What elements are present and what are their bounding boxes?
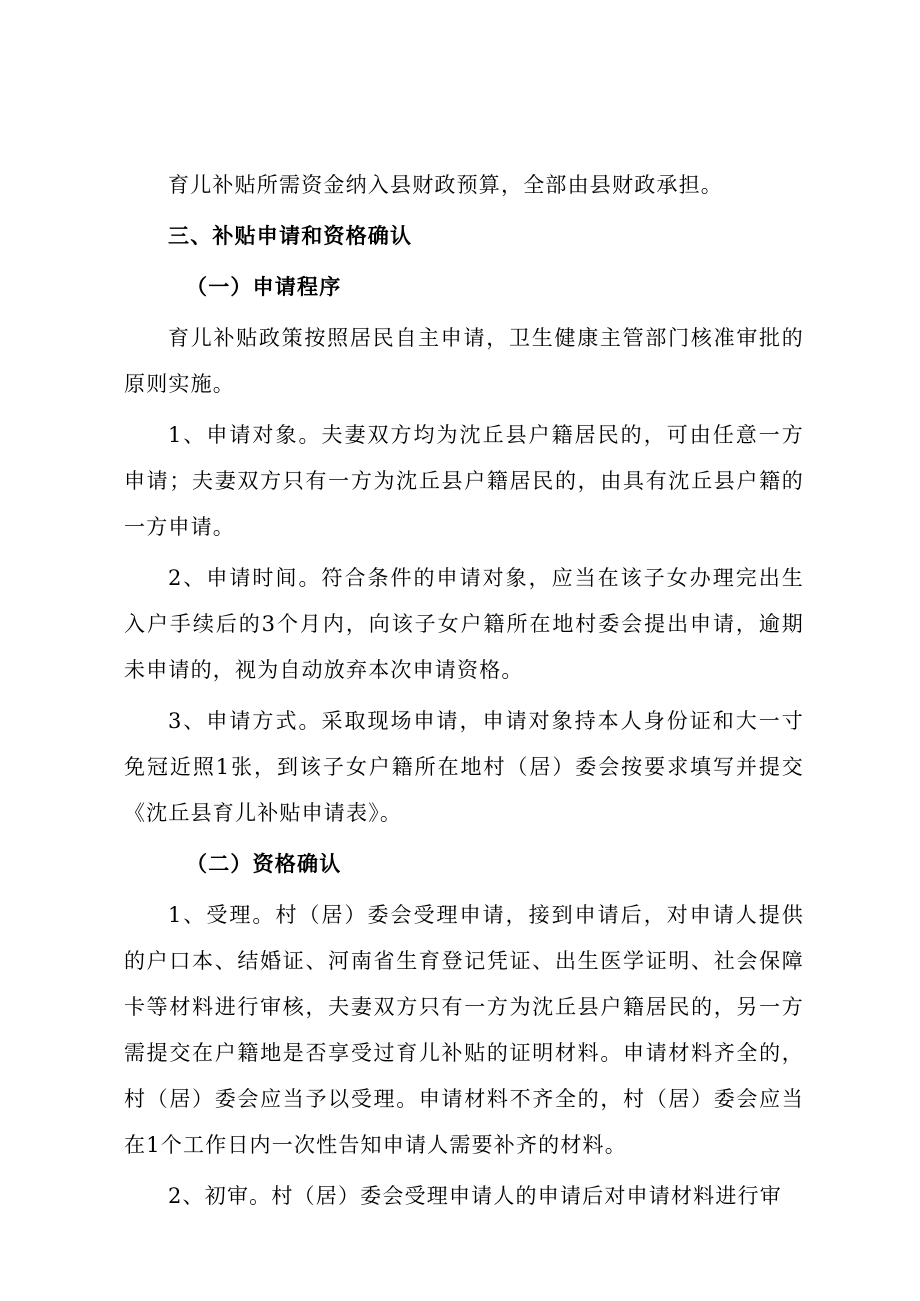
- paragraph-preliminary-review: 2、初审。村（居）委会受理申请人的申请后对申请材料进行审: [168, 1184, 782, 1208]
- paragraph-acceptance: 1、受理。村（居）委会受理申请，接到申请后，对申请人提供的户口本、结婚证、河南省生育登记凭证、出生医学证明、社会保障卡等材料进行审核，夫妻双方只有一方为沈丘县户籍居民的，另一方需提交在户籍地是否享受过育儿补贴的证明材料。申请材料齐全的，村（居）委会应当予以受理。申请材料不齐全的，村（居）委会应当在1个工作日内一次性告知申请人需要补齐的材料。: [124, 903, 804, 1157]
- section-heading-application-and-qualification: 三、补贴申请和资格确认: [168, 224, 413, 248]
- document-body: [124, 162, 804, 1224]
- subheading-qualification-confirmation: （二）资格确认: [186, 852, 342, 876]
- paragraph-application-time: 2、申请时间。符合条件的申请对象，应当在该子女办理完出生入户手续后的3个月内，向该子女户籍所在地村委会提出申请，逾期未申请的，视为自动放弃本次申请资格。: [124, 566, 804, 682]
- paragraph-applicant: 1、申请对象。夫妻双方均为沈丘县户籍居民的，可由任意一方申请；夫妻双方只有一方为沈丘县户籍居民的，由具有沈丘县户籍的一方申请。: [124, 423, 804, 539]
- subheading-application-procedure: （一）申请程序: [186, 275, 342, 299]
- paragraph-funding: 育儿补贴所需资金纳入县财政预算，全部由县财政承担。: [168, 173, 723, 197]
- paragraph-principle: 育儿补贴政策按照居民自主申请，卫生健康主管部门核准审批的原则实施。: [124, 326, 804, 396]
- paragraph-application-method: 3、申请方式。采取现场申请，申请对象持本人身份证和大一寸免冠近照1张，到该子女户籍所在地村（居）委会按要求填写并提交《沈丘县育儿补贴申请表》。: [124, 709, 804, 825]
